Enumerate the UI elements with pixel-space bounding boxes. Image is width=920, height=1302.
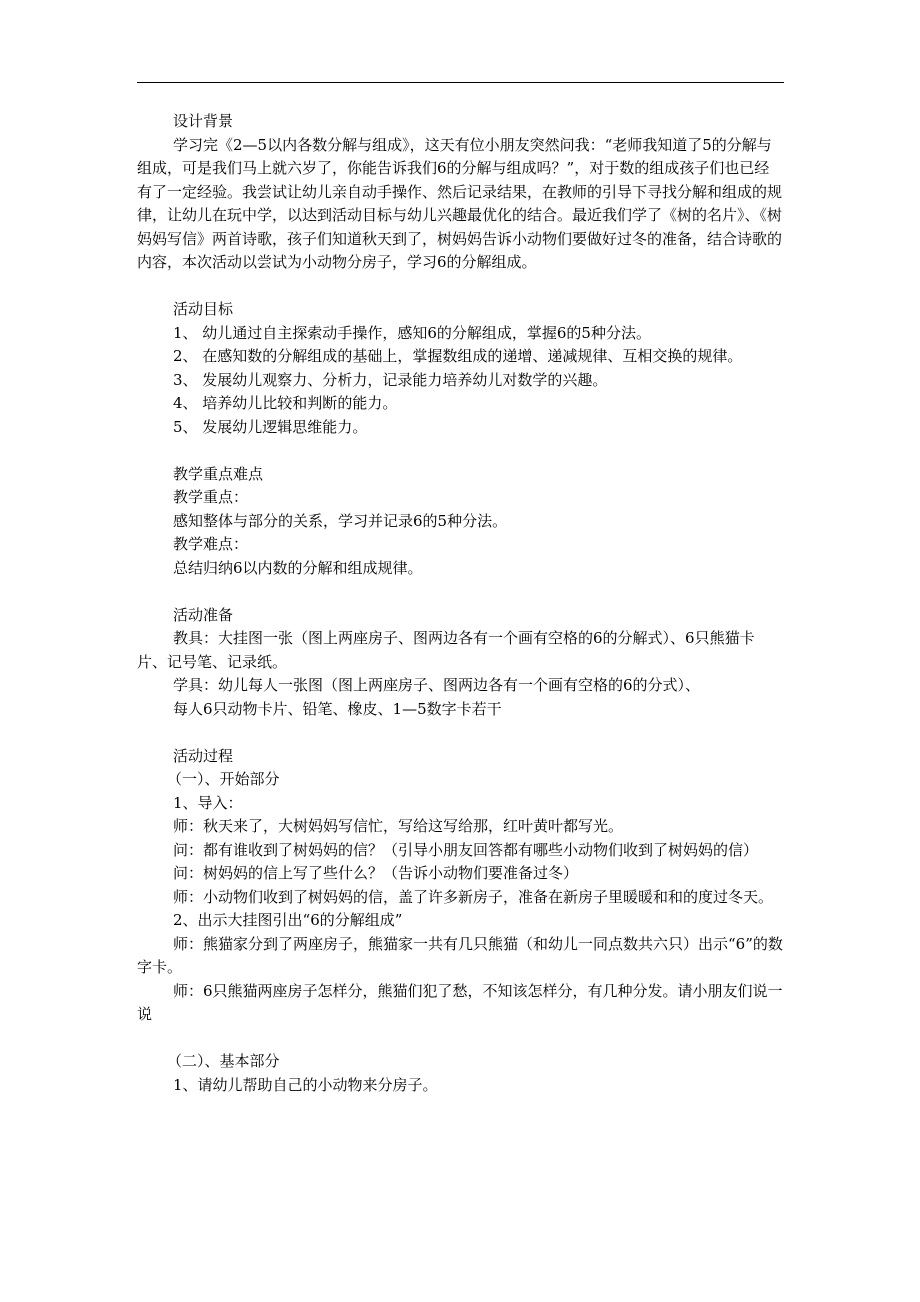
- document-body: [137, 110, 784, 1097]
- header-rule: [137, 82, 784, 83]
- process-line-4: 师：小动物们收到了树妈妈的信，盖了许多新房子，准备在新房子里暖暖和和的度过冬天。: [173, 887, 774, 906]
- goal-item-4: 4、 培养幼儿比较和判断的能力。: [173, 394, 398, 412]
- step1-title: 1、导入：: [173, 793, 243, 812]
- student-tools-line-2: 每人6只动物卡片、铅笔、橡皮、1—5数字卡若干: [173, 699, 502, 718]
- keypoints-heading: 教学重点难点: [173, 464, 264, 483]
- focus-label: 教学重点：: [173, 488, 249, 506]
- difficulty-label: 教学难点：: [173, 535, 249, 553]
- process-line-6: 师：6只熊猫两座房子怎样分，熊猫们犯了愁，不知该怎样分，有几种分发。请小朋友们说一说: [137, 981, 783, 1023]
- part2-title: （二）、基本部分: [167, 1052, 280, 1070]
- goal-item-2: 2、 在感知数的分解组成的基础上，掌握数组成的递增、递减规律、互相交换的规律。: [173, 347, 743, 365]
- goal-item-5: 5、 发展幼儿逻辑思维能力。: [173, 417, 368, 436]
- preparation-heading: 活动准备: [173, 605, 234, 624]
- process-line-3: 问：树妈妈的信上写了些什么？（告诉小动物们要准备过冬）: [173, 864, 579, 882]
- part1-title: （一）、开始部分: [167, 770, 280, 788]
- focus-text: 感知整体与部分的关系，学习并记录6的5种分法。: [173, 511, 508, 530]
- background-heading: 设计背景: [173, 112, 234, 130]
- student-tools-line-1: 学具：幼儿每人一张图（图上两座房子、图两边各有一个画有空格的6的分式）、: [173, 676, 701, 694]
- goal-item-1: 1、 幼儿通过自主探索动手操作，感知6的分解组成，掌握6的5种分法。: [173, 323, 651, 342]
- difficulty-text: 总结归纳6以内数的分解和组成规律。: [173, 558, 423, 577]
- step3-title: 1、请幼儿帮助自己的小动物来分房子。: [173, 1075, 438, 1094]
- teacher-tools: 教具：大挂图一张（图上两座房子、图两边各有一个画有空格的6的分解式）、6只熊猫卡片、记号笔、记录纸。: [137, 629, 755, 671]
- background-paragraph: 学习完《2—5以内各数分解与组成》，这天有位小朋友突然问我：“老师我知道了5的分解与组成，可是我们马上就六岁了，你能告诉我们6的分解与组成吗？”，对于数的组成孩子们也已经有了一定经验。我尝试让幼儿亲自动手操作、然后记录结果，在教师的引导下寻找分解和组成的规律，让幼儿在玩中学，以达到活动目标与幼儿兴趣最优化的结合。最近我们学了《树的名片》、《树妈妈写信》两首诗歌，孩子们知道秋天到了，树妈妈告诉小动物们要做好过冬的准备，结合诗歌的内容，本次活动以尝试为小动物分房子，学习6的分解组成。: [137, 135, 783, 271]
- goal-item-3: 3、 发展幼儿观察力、分析力，记录能力培养幼儿对数学的兴趣。: [173, 370, 608, 389]
- step2-title: 2、出示大挂图引出“6的分解组成”: [173, 911, 403, 929]
- process-line-2: 问：都有谁收到了树妈妈的信？（引导小朋友回答都有哪些小动物们收到了树妈妈的信）: [173, 840, 759, 859]
- process-line-1: 师：秋天来了，大树妈妈写信忙，写给这写给那，红叶黄叶都写光。: [173, 817, 624, 835]
- process-heading: 活动过程: [173, 746, 234, 765]
- process-line-5: 师：熊猫家分到了两座房子，熊猫家一共有几只熊猫（和幼儿一同点数共六只）出示“6”的数字卡。: [137, 934, 783, 976]
- goals-heading: 活动目标: [173, 300, 234, 318]
